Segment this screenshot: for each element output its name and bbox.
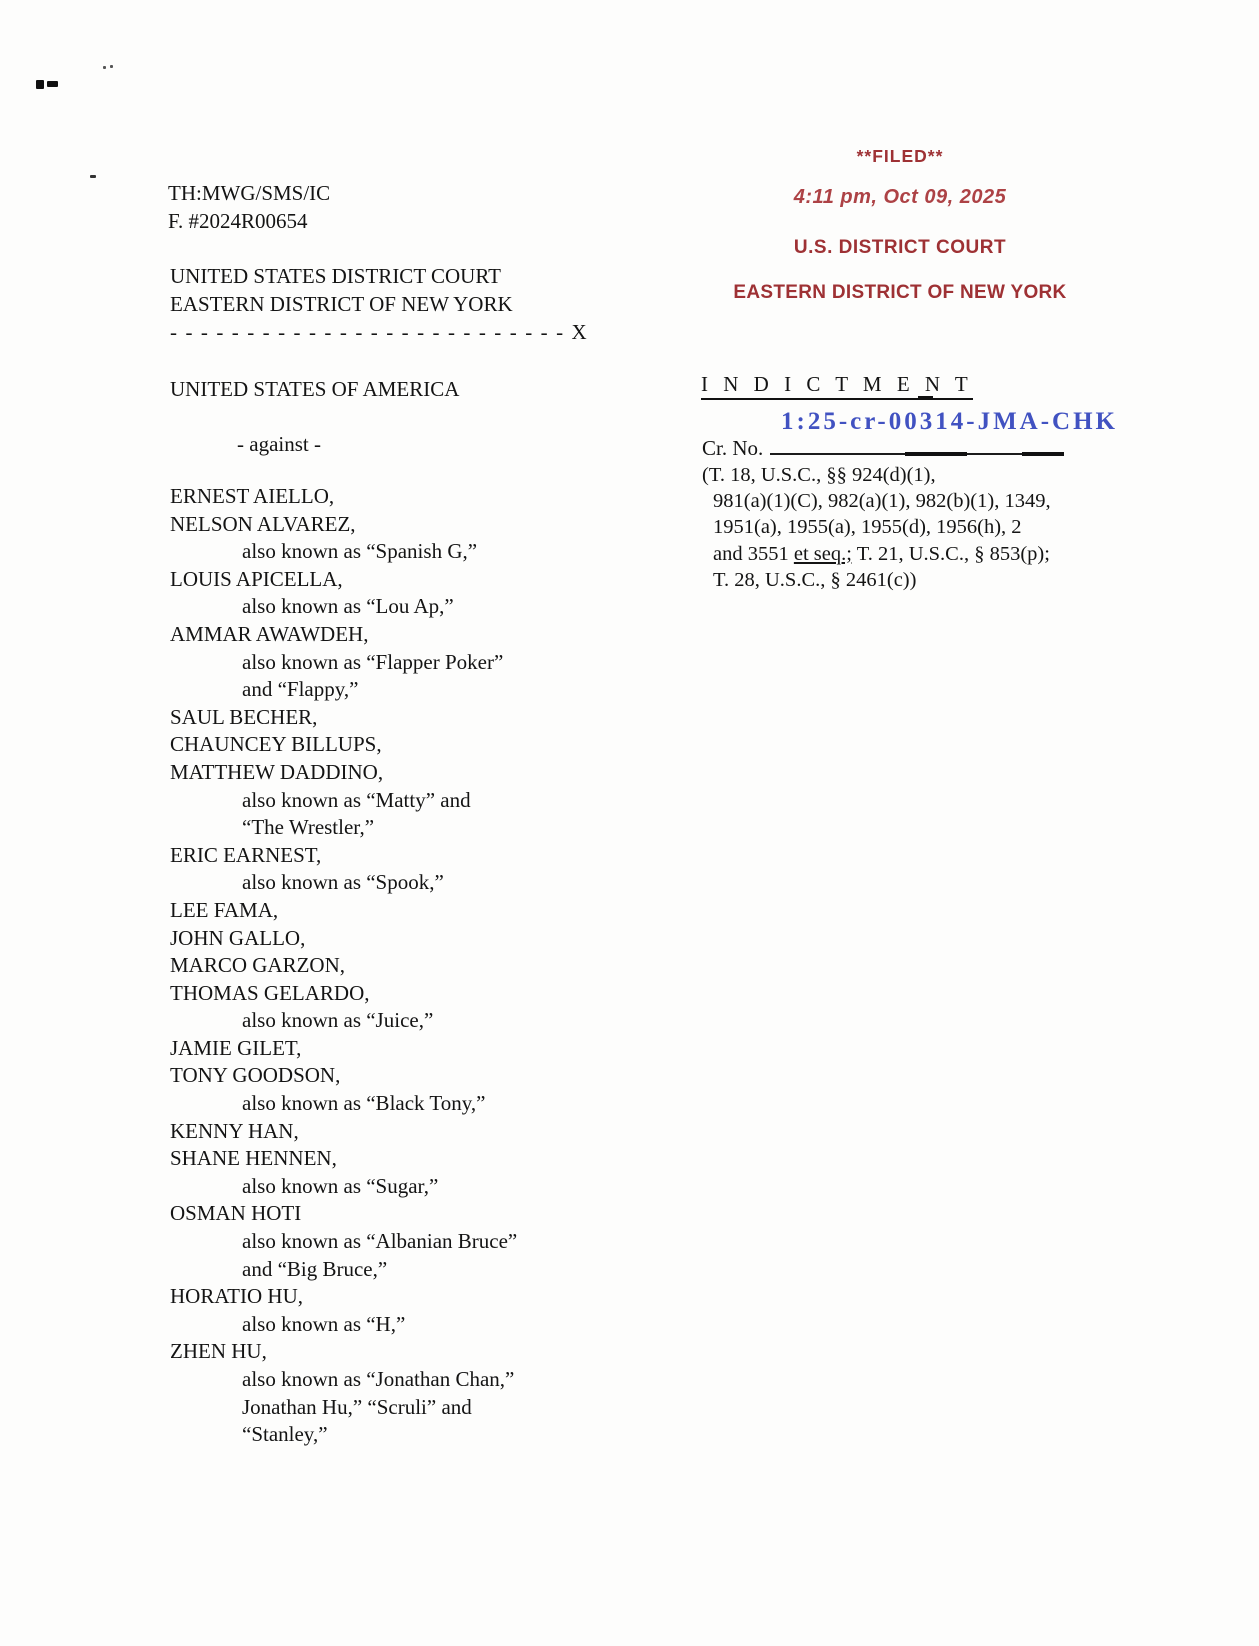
filed-stamp-label: **FILED**: [856, 146, 944, 166]
defendant-alias-line: also known as “Spanish G,”: [242, 539, 478, 564]
defendant-alias-line: also known as “Albanian Bruce”: [242, 1229, 518, 1254]
defendant-name-line: MARCO GARZON,: [170, 953, 346, 978]
filed-stamp-court: U.S. DISTRICT COURT: [793, 237, 1007, 258]
defendant-alias-line: also known as “Spook,”: [242, 870, 444, 895]
defendant-name-line: CHAUNCEY BILLUPS,: [170, 732, 382, 757]
defendant-name-line: KENNY HAN,: [170, 1118, 299, 1143]
defendant-alias-line: also known as “Juice,”: [242, 1008, 434, 1033]
court-name-line1: UNITED STATES DISTRICT COURT: [170, 264, 501, 288]
case-number-stamp: 1:25-cr-00314-JMA-CHK: [781, 408, 1118, 435]
court-name-line2: EASTERN DISTRICT OF NEW YORK: [170, 292, 513, 316]
defendant-name-line: LOUIS APICELLA,: [170, 566, 343, 591]
defendant-alias-line: also known as “Jonathan Chan,”: [242, 1367, 515, 1391]
defendant-alias-line: also known as “H,”: [242, 1311, 406, 1336]
defendant-name-line: ERIC EARNEST,: [170, 842, 322, 867]
scan-artifact: [1022, 452, 1064, 456]
case-number-label: Cr. No.: [702, 436, 764, 460]
defendant-alias-line: “The Wrestler,”: [242, 815, 375, 840]
statute-line: T. 28, U.S.C., § 2461(c)): [713, 568, 917, 591]
defendant-name-line: HORATIO HU,: [170, 1284, 303, 1309]
defendant-name-line: JOHN GALLO,: [170, 925, 306, 950]
statute-line: (T. 18, U.S.C., §§ 924(d)(1),: [702, 464, 936, 486]
against-label: - against -: [237, 432, 321, 456]
scan-artifact: [90, 175, 96, 178]
defendant-name-line: JAMIE GILET,: [170, 1035, 302, 1060]
defendant-name-line: LEE FAMA,: [170, 897, 279, 922]
indictment-title: I N D I C T M E N T: [701, 372, 973, 400]
attorney-file-block: [168, 179, 330, 235]
defendant-alias-line: “Stanley,”: [242, 1422, 328, 1447]
defendant-name-line: SHANE HENNEN,: [170, 1146, 337, 1171]
defendant-alias-line: also known as “Sugar,”: [242, 1173, 439, 1198]
statute-block: [702, 462, 1051, 593]
defendant-alias-line: also known as “Matty” and: [242, 787, 471, 812]
defendant-name-line: NELSON ALVAREZ,: [170, 511, 356, 536]
case-number-line: [702, 434, 1055, 461]
filed-stamp-district: EASTERN DISTRICT OF NEW YORK: [733, 282, 1067, 303]
defendant-name-line: OSMAN HOTI: [170, 1201, 302, 1226]
scan-artifact: [47, 81, 58, 87]
statute-line: and 3551 et seq.; T. 21, U.S.C., § 853(p);: [713, 542, 1050, 565]
filed-stamp-datetime: 4:11 pm, Oct 09, 2025: [793, 186, 1007, 208]
defendants-list: [170, 483, 517, 1449]
caption-separator: - - - - - - - - - - - - - - - - - - - - - - - - - - X: [170, 320, 588, 344]
defendant-alias-line: also known as “Lou Ap,”: [242, 594, 454, 619]
defendant-alias-line: Jonathan Hu,” “Scruli” and: [242, 1394, 472, 1419]
defendant-name-line: ZHEN HU,: [170, 1339, 267, 1364]
defendant-name-line: ERNEST AIELLO,: [170, 484, 335, 508]
scan-artifact: [905, 452, 967, 456]
scan-artifact: [36, 80, 44, 89]
defendant-name-line: MATTHEW DADDINO,: [170, 759, 384, 784]
defendant-name-line: SAUL BECHER,: [170, 704, 318, 729]
defendant-name-line: TONY GOODSON,: [170, 1063, 341, 1088]
defendant-name-line: AMMAR AWAWDEH,: [170, 621, 369, 646]
defendant-alias-line: also known as “Flapper Poker”: [242, 649, 504, 674]
defendant-alias-line: and “Big Bruce,”: [242, 1256, 388, 1281]
scan-artifact: [103, 66, 106, 69]
court-heading: [170, 262, 513, 318]
file-number: F. #2024R00654: [168, 209, 308, 233]
filed-stamp: [710, 142, 1090, 317]
plaintiff-name: UNITED STATES OF AMERICA: [170, 377, 460, 401]
statute-line: 981(a)(1)(C), 982(a)(1), 982(b)(1), 1349,: [713, 490, 1051, 513]
attorney-initials: TH:MWG/SMS/IC: [168, 181, 331, 205]
scan-artifact: [110, 65, 113, 68]
indictment-title-underscore: [918, 396, 933, 400]
defendant-alias-line: also known as “Black Tony,”: [242, 1091, 486, 1116]
statute-line: 1951(a), 1955(a), 1955(d), 1956(h), 2: [713, 516, 1022, 539]
defendant-alias-line: and “Flappy,”: [242, 677, 359, 702]
defendant-name-line: THOMAS GELARDO,: [170, 980, 370, 1005]
